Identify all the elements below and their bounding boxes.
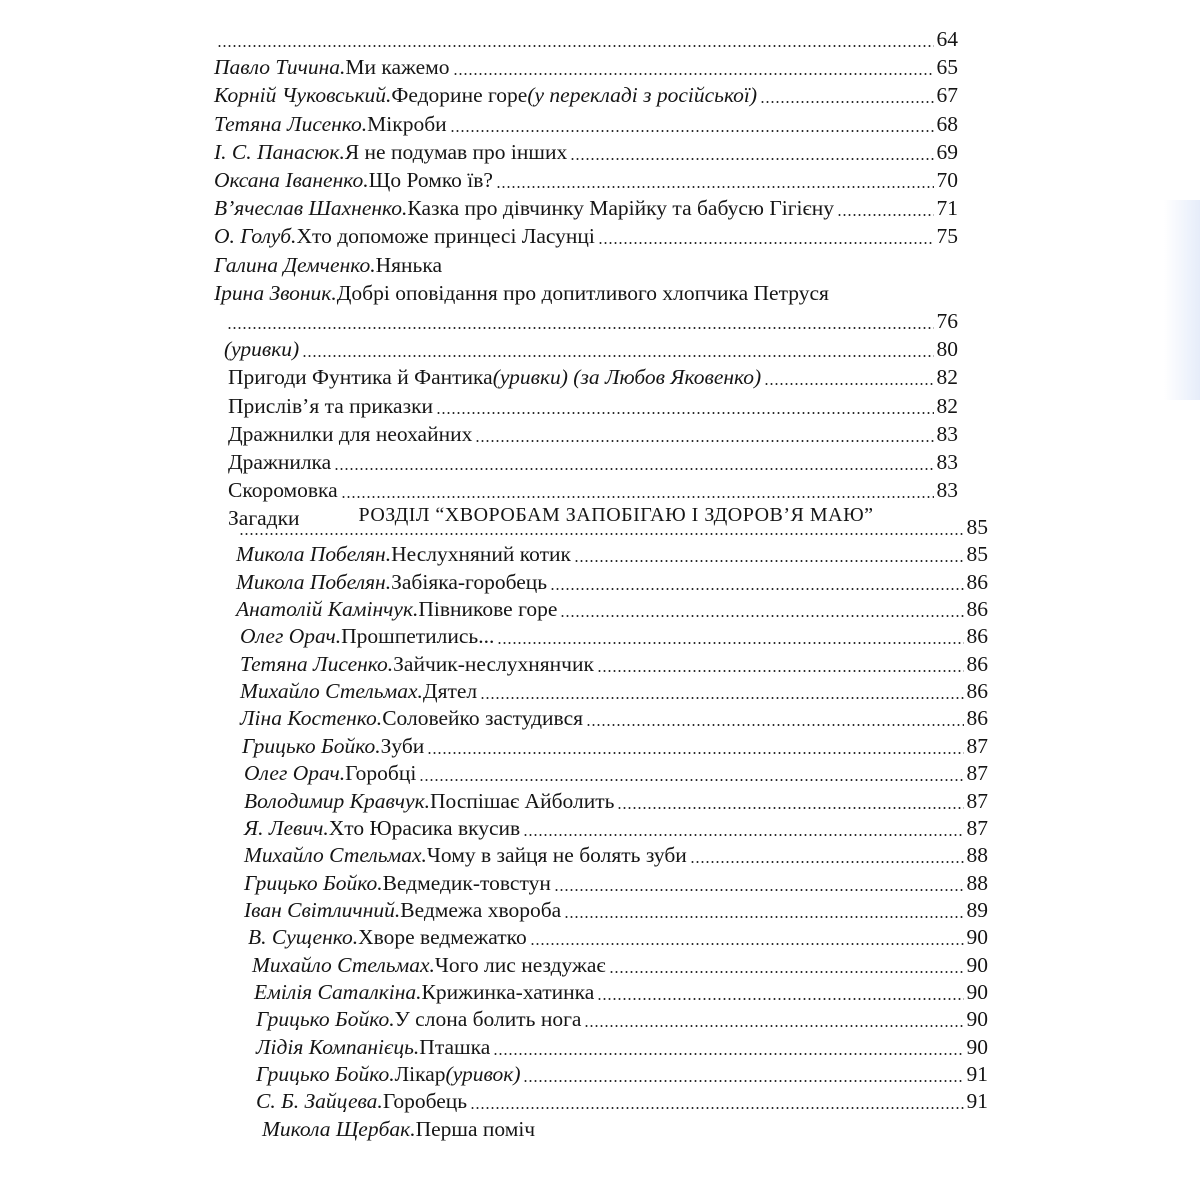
entry-author: Грицько Бойко. [244, 870, 383, 895]
toc-entry [214, 193, 958, 221]
toc-entry [244, 868, 988, 896]
dot-leader [584, 1025, 964, 1027]
entry-title: Дражнилки для неохайних [228, 421, 473, 446]
dot-leader [497, 642, 964, 644]
dot-leader [523, 834, 964, 836]
entry-page-number: 83 [936, 450, 958, 474]
entry-page-number: 70 [936, 168, 958, 192]
toc-entry [256, 1004, 988, 1032]
toc-entry [244, 813, 988, 841]
entry-title: Поспішає Айболить [430, 788, 615, 813]
entry-page-number: 76 [936, 309, 958, 333]
entry-author: Іван Світличний. [244, 897, 401, 922]
entry-title: Горобець [382, 1089, 468, 1114]
entry-title: Зайчик-неслухнянчик [393, 651, 594, 676]
toc-entry [214, 109, 958, 137]
entry-page-number: 86 [966, 706, 988, 731]
entry-title: Федорине горе [391, 83, 528, 108]
dot-leader [832, 299, 934, 301]
toc-entry [256, 1059, 988, 1087]
toc-entry [240, 703, 988, 731]
dot-leader [530, 943, 964, 945]
entry-title: Соловейко застудився [382, 706, 584, 731]
entry-page-number: 91 [966, 1089, 988, 1114]
entry-title: Скоромовка [228, 478, 338, 503]
toc-entry [224, 306, 958, 334]
entry-author: Грицько Бойко. [256, 1062, 395, 1086]
entry-author: Михайло Стельмах. [240, 679, 423, 704]
entry-page-number: 90 [966, 1007, 988, 1032]
dot-leader [239, 533, 964, 535]
toc-entry [228, 362, 958, 390]
entry-page-number: 68 [936, 111, 958, 136]
entry-page-number: 90 [966, 979, 988, 1004]
entry-title: Лікар [394, 1062, 446, 1086]
dot-leader [227, 327, 934, 329]
entry-page-number: 65 [936, 55, 958, 80]
dot-leader [470, 1107, 964, 1109]
toc-entry [228, 447, 958, 475]
entry-author: Емілія Саталкіна. [254, 979, 422, 1004]
entry-page-number: 87 [966, 733, 988, 758]
entry-title: Неслухняний котик [391, 542, 571, 567]
entry-page-number: 87 [966, 815, 988, 840]
entry-title: Чому в зайця не болять зуби [426, 843, 687, 868]
entry-page-number: 86 [966, 679, 988, 704]
entry-title: Ми кажемо [345, 55, 450, 80]
dot-leader [760, 101, 934, 103]
entry-title: Чого лис нездужає [434, 952, 606, 977]
entry-author: Анатолій Камінчук. [236, 597, 419, 622]
toc-entry [214, 278, 958, 306]
entry-page-number: 83 [936, 421, 958, 446]
toc-entry [214, 221, 958, 249]
entry-author: Лідія Компанієць. [256, 1034, 420, 1059]
toc-entry [244, 786, 988, 814]
entry-author: Ірина Звоник. [214, 280, 337, 305]
entry-page-number: 69 [936, 139, 958, 164]
entry-page-number: 85 [966, 542, 988, 567]
dot-leader [493, 1053, 964, 1055]
entry-page-number: 80 [936, 337, 958, 362]
entry-author: Корній Чуковський. [214, 83, 392, 108]
entry-author: Оксана Іваненко. [214, 168, 369, 192]
dot-leader [564, 916, 964, 918]
dot-leader [538, 1135, 964, 1137]
dot-leader [445, 271, 934, 273]
dot-leader [554, 889, 964, 891]
entry-page-number: 91 [966, 1062, 988, 1086]
dot-leader [574, 560, 964, 562]
dot-leader [341, 496, 934, 498]
toc-entry [228, 391, 958, 419]
entry-author: В’ячеслав Шахненко. [214, 196, 408, 221]
toc-entry [228, 475, 958, 503]
dot-leader [690, 861, 964, 863]
toc-entry [244, 840, 988, 868]
entry-page-number: 82 [936, 393, 958, 418]
entry-author: О. Голуб. [214, 224, 297, 249]
entry-title: Дражнилка [228, 450, 332, 474]
entry-page-number: 90 [966, 925, 988, 950]
entry-page-number: 71 [936, 196, 958, 221]
toc-entry [256, 1086, 988, 1114]
toc-entry [214, 52, 958, 80]
entry-title: Зуби [380, 733, 425, 758]
dot-leader [496, 186, 934, 188]
toc-entry [214, 137, 958, 165]
entry-author: Тетяна Лисенко. [214, 111, 368, 136]
entry-author: Микола Побелян. [236, 569, 392, 594]
dot-leader [764, 383, 934, 385]
toc-entry [240, 649, 988, 677]
entry-author: В. Сущенко. [248, 925, 359, 950]
dot-leader [586, 724, 964, 726]
dot-leader [598, 242, 934, 244]
entry-title: Крижинка-хатинка [421, 979, 595, 1004]
entry-author: Павло Тичина. [214, 55, 346, 80]
entry-title: Прошпетились... [341, 624, 495, 649]
dot-leader [436, 412, 934, 414]
entry-title: Хто допоможе принцесі Ласунці [296, 224, 595, 249]
entry-title: У слона болить нога [394, 1007, 582, 1032]
entry-title: Півникове горе [418, 597, 558, 622]
dot-leader [453, 73, 934, 75]
entry-page-number: 83 [936, 478, 958, 503]
toc-entry [236, 594, 988, 622]
entry-title: Нянька [375, 252, 442, 277]
toc-entry [214, 80, 958, 108]
entry-page-number: 64 [936, 27, 958, 51]
toc-entry [236, 539, 988, 567]
entry-author: Михайло Стельмах. [252, 952, 435, 977]
entry-title: Прислів’я та приказки [228, 393, 434, 418]
toc-entry [254, 977, 988, 1005]
section-heading: РОЗДІЛ “ХВОРОБАМ ЗАПОБІГАЮ І ЗДОРОВ’Я МАЮ” [358, 504, 874, 526]
dot-leader [450, 130, 934, 132]
entry-page-number: 86 [966, 624, 988, 649]
toc-entry [244, 895, 988, 923]
entry-title: Мікроби [367, 111, 447, 136]
entry-page-number: 88 [966, 843, 988, 868]
entry-title: Ведмедик-товстун [382, 870, 551, 895]
entry-page-number: 85 [966, 515, 988, 539]
toc-entry [240, 621, 988, 649]
entry-title: Я не подумав про інших [344, 139, 568, 164]
scan-tint [1164, 200, 1200, 400]
toc-entry [256, 1032, 988, 1060]
toc-entry [262, 1114, 988, 1142]
entry-title: Добрі оповідання про допитливого хлопчика Петруся [336, 280, 829, 305]
dot-leader [475, 440, 934, 442]
entry-author: Грицько Бойко. [242, 733, 381, 758]
toc-entry [242, 731, 988, 759]
entry-author: Володимир Кравчук. [244, 788, 431, 813]
entry-author: І. С. Панасюк. [214, 139, 345, 164]
entry-author: Микола Побелян. [236, 542, 392, 567]
entry-title: Хворе ведмежатко [358, 925, 527, 950]
dot-leader [302, 355, 934, 357]
toc-entry [248, 922, 988, 950]
dot-leader [560, 615, 964, 617]
entry-page-number: 67 [936, 83, 958, 108]
dot-leader [550, 588, 964, 590]
dot-leader [617, 807, 964, 809]
toc-entry [214, 24, 958, 52]
entry-author: Тетяна Лисенко. [240, 651, 394, 676]
entry-title: Що Ромко їв? [368, 168, 493, 192]
entry-author: Грицько Бойко. [256, 1007, 395, 1032]
entry-author: Олег Орач. [244, 761, 346, 786]
entry-author: (уривки) [224, 337, 300, 362]
dot-leader [597, 998, 964, 1000]
entry-title: Пригоди Фунтика й Фантика [228, 365, 493, 390]
entry-page-number: 86 [966, 651, 988, 676]
entry-title: Хто Юрасика вкусив [328, 815, 521, 840]
entry-page-number: 87 [966, 761, 988, 786]
toc-entry [224, 334, 958, 362]
entry-page-number: 75 [936, 224, 958, 249]
entry-title: Ведмежа хвороба [400, 897, 562, 922]
entry-author: Микола Щербак. [262, 1116, 416, 1141]
dot-leader [334, 468, 934, 470]
entry-page-number: 90 [966, 1034, 988, 1059]
entry-author: Михайло Стельмах. [244, 843, 427, 868]
entry-title: Казка про дівчинку Марійку та бабусю Гігієну [407, 196, 834, 221]
dot-leader [217, 45, 934, 47]
entry-page-number: 90 [966, 952, 988, 977]
entry-author: С. Б. Зайцева. [256, 1089, 383, 1114]
entry-page-number: 88 [966, 870, 988, 895]
dot-leader [570, 158, 934, 160]
entry-title: Загадки [228, 506, 300, 531]
entry-title: Горобці [345, 761, 417, 786]
entry-title: Пташка [419, 1034, 491, 1059]
entry-title: Дятел [422, 679, 478, 704]
entry-note: (у перекладі з російської) [527, 83, 758, 108]
dot-leader [523, 1080, 964, 1082]
entry-note: (уривки) (за Любов Яковенко) [492, 365, 762, 390]
entry-author: Олег Орач. [240, 624, 342, 649]
entry-note: (уривок) [445, 1062, 521, 1086]
dot-leader [597, 670, 964, 672]
entry-title: Забіяка-горобець [391, 569, 548, 594]
entry-title: Перша поміч [415, 1116, 536, 1141]
entry-author: Галина Демченко. [214, 252, 376, 277]
dot-leader [609, 971, 964, 973]
dot-leader [427, 752, 964, 754]
toc-entry [252, 950, 988, 978]
entry-author: Ліна Костенко. [240, 706, 383, 731]
toc-entry [240, 676, 988, 704]
entry-page-number: 89 [966, 897, 988, 922]
toc-entry [214, 250, 958, 278]
entry-page-number: 87 [966, 788, 988, 813]
toc-entry [236, 567, 988, 595]
toc-entry [244, 758, 988, 786]
toc-entry [236, 512, 988, 540]
dot-leader [419, 779, 964, 781]
toc-entry [214, 165, 958, 193]
dot-leader [837, 214, 934, 216]
entry-page-number: 82 [936, 365, 958, 390]
entry-author: Я. Левич. [244, 815, 329, 840]
dot-leader [480, 697, 964, 699]
entry-page-number: 86 [966, 597, 988, 622]
entry-page-number: 86 [966, 569, 988, 594]
toc-entry [228, 419, 958, 447]
